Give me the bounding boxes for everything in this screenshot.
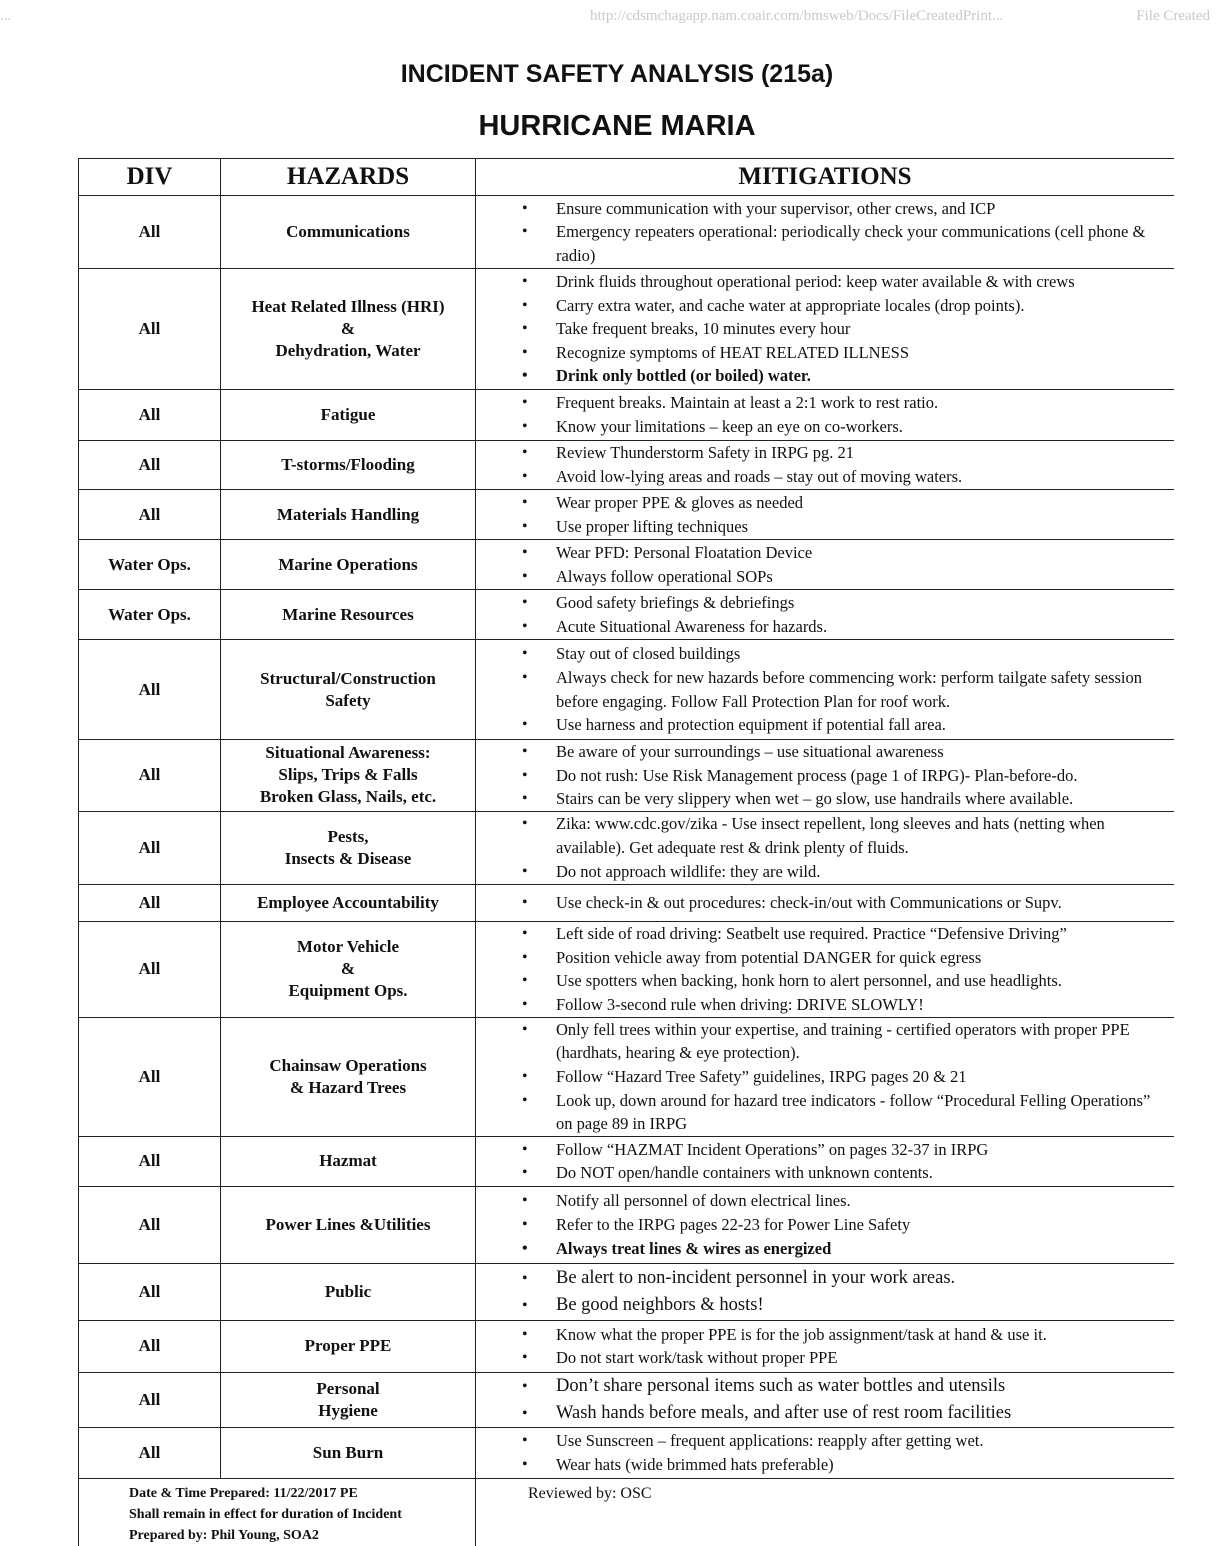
safety-analysis-table <box>78 158 1174 1546</box>
mitigations-cell <box>476 1136 1175 1186</box>
mitigations-cell <box>476 1186 1175 1263</box>
table-row <box>79 1427 1175 1478</box>
mitigation-list <box>476 541 1174 588</box>
hazard-cell <box>221 740 476 812</box>
mitigation-item: • Use check-in & out procedures: check-in/out with Communications or Supv. <box>476 891 1174 915</box>
hazard-cell <box>221 1372 476 1427</box>
mitigation-item: • Ensure communication with your supervisor, other crews, and ICP <box>476 197 1174 221</box>
hazard-line: Power Lines &Utilities <box>265 1214 431 1234</box>
mitigation-list <box>476 740 1174 811</box>
mitigations-cell <box>476 1372 1175 1427</box>
mitigation-item: • Use spotters when backing, honk horn to alert personnel, and use headlights. <box>476 969 1174 993</box>
mitigations-cell <box>476 1017 1175 1136</box>
mitigation-item: • Recognize symptoms of HEAT RELATED ILLNESS <box>476 341 1174 365</box>
hazard-line: Motor Vehicle <box>296 937 400 957</box>
mitigation-item: • Be alert to non-incident personnel in your work areas. <box>476 1265 1174 1292</box>
table-row <box>79 590 1175 640</box>
mitigation-item: • Know what the proper PPE is for the job assignment/task at hand & use it. <box>476 1323 1174 1347</box>
mitigation-item: • Do not rush: Use Risk Management process (page 1 of IRPG)- Plan-before-do. <box>476 764 1174 788</box>
mitigation-item: • Stairs can be very slippery when wet – go slow, use handrails where available. <box>476 787 1174 811</box>
document-subtitle: HURRICANE MARIA <box>478 110 756 142</box>
mitigation-item: • Take frequent breaks, 10 minutes every hour <box>476 317 1174 341</box>
div-cell: All <box>79 1186 221 1263</box>
table-row <box>79 884 1175 921</box>
table-row <box>79 540 1175 590</box>
div-cell: All <box>79 490 221 540</box>
mitigation-item: • Look up, down around for hazard tree indicators - follow “Procedural Felling Operations” on page 89 in IRPG <box>476 1089 1174 1136</box>
hazard-line: Hygiene <box>318 1400 378 1420</box>
duration-note: Shall remain in effect for duration of Incident <box>129 1506 402 1522</box>
mitigations-cell <box>476 540 1175 590</box>
hazard-line: Broken Glass, Nails, etc. <box>259 787 437 807</box>
div-cell: Water Ops. <box>79 540 221 590</box>
hazard-cell <box>221 1263 476 1320</box>
mitigation-item: • Refer to the IRPG pages 22-23 for Power Line Safety <box>476 1213 1174 1237</box>
mitigations-cell <box>476 1263 1175 1320</box>
hazard-line: Sun Burn <box>312 1442 384 1462</box>
div-cell: All <box>79 1372 221 1427</box>
mitigation-list <box>476 1265 1174 1319</box>
hazard-cell <box>221 269 476 390</box>
prepared-by: Prepared by: Phil Young, SOA2 <box>129 1527 319 1543</box>
mitigation-item: • Know your limitations – keep an eye on co-workers. <box>476 415 1174 439</box>
hazard-line: Public <box>324 1281 372 1301</box>
mitigation-item: • Be aware of your surroundings – use situational awareness <box>476 740 1174 764</box>
mitigation-list <box>476 922 1174 1016</box>
table-body <box>79 196 1175 1479</box>
div-cell: All <box>79 921 221 1017</box>
hazard-line: T-storms/Flooding <box>281 455 415 474</box>
hazard-cell <box>221 196 476 269</box>
mitigation-item: • Do NOT open/handle containers with unknown contents. <box>476 1161 1174 1185</box>
hazard-line: Situational Awareness: <box>265 743 431 763</box>
mitigation-item: • Stay out of closed buildings <box>476 642 1174 666</box>
footer-reviewed-cell <box>476 1478 1175 1546</box>
mitigation-list <box>476 642 1174 736</box>
hazard-cell <box>221 390 476 441</box>
mitigations-cell <box>476 1427 1175 1478</box>
mitigation-item: • Wear PFD: Personal Floatation Device <box>476 541 1174 565</box>
header-row <box>79 159 1175 196</box>
mitigation-list <box>476 491 1174 538</box>
mitigation-list <box>476 1323 1174 1370</box>
bleed-through-text-left: ... <box>0 8 12 24</box>
hazard-line: & <box>340 319 356 338</box>
div-cell: All <box>79 1136 221 1186</box>
hazard-cell <box>221 640 476 740</box>
hazard-line: Employee Accountability <box>257 892 439 912</box>
div-cell: All <box>79 740 221 812</box>
bleed-through-url: http://cdsmchagapp.nam.coair.com/bmsweb/Docs/FileCreatedPrint... <box>590 8 1004 24</box>
mitigation-item: • Frequent breaks. Maintain at least a 2:1 work to rest ratio. <box>476 391 1174 415</box>
mitigation-item: • Do not start work/task without proper PPE <box>476 1346 1174 1370</box>
hazard-line: Hazmat <box>319 1151 377 1171</box>
mitigation-item: • Follow “HAZMAT Incident Operations” on pages 32-37 in IRPG <box>476 1138 1174 1162</box>
hazard-line: Marine Operations <box>278 554 418 574</box>
hazard-line: Insects & Disease <box>284 848 412 868</box>
mitigations-cell <box>476 884 1175 921</box>
table-row <box>79 1017 1175 1136</box>
footer-row <box>79 1478 1175 1546</box>
div-cell: All <box>79 811 221 884</box>
mitigation-list <box>476 441 1174 488</box>
div-cell: All <box>79 269 221 390</box>
hazard-line: Heat Related Illness (HRI) <box>251 297 445 316</box>
mitigation-item: • Be good neighbors & hosts! <box>476 1292 1174 1319</box>
mitigation-item: • Use harness and protection equipment if potential fall area. <box>476 713 1174 737</box>
hazard-line: Communications <box>286 222 410 241</box>
hazard-line: Dehydration, Water <box>275 341 421 360</box>
mitigation-list <box>476 812 1174 883</box>
hazard-line: & <box>340 959 356 979</box>
mitigations-cell <box>476 1320 1175 1372</box>
mitigation-list <box>476 197 1174 268</box>
hazard-line: Proper PPE <box>304 1336 392 1356</box>
mitigation-item: • Carry extra water, and cache water at appropriate locales (drop points). <box>476 294 1174 318</box>
div-cell: All <box>79 1427 221 1478</box>
mitigations-cell <box>476 441 1175 490</box>
hazard-cell <box>221 921 476 1017</box>
hazard-line: Materials Handling <box>276 504 420 524</box>
mitigation-item: • Always treat lines & wires as energized <box>476 1237 1174 1261</box>
table-row <box>79 390 1175 441</box>
mitigation-list <box>476 1018 1174 1136</box>
hazard-cell <box>221 1320 476 1372</box>
hazard-cell <box>221 1186 476 1263</box>
hazard-cell <box>221 441 476 490</box>
mitigation-item: • Avoid low-lying areas and roads – stay out of moving waters. <box>476 465 1174 489</box>
prepared-date: Date & Time Prepared: 11/22/2017 PE <box>129 1485 358 1501</box>
div-cell: All <box>79 640 221 740</box>
table-row <box>79 640 1175 740</box>
bleed-through-text-right: File Created <box>1136 8 1210 24</box>
hazard-cell <box>221 1427 476 1478</box>
mitigations-cell <box>476 196 1175 269</box>
mitigation-item: • Only fell trees within your expertise, and training - certified operators with proper PPE (hardhats, hearing & eye protection). <box>476 1018 1174 1065</box>
mitigation-item: • Use proper lifting techniques <box>476 515 1174 539</box>
hazard-line: Fatigue <box>320 405 376 424</box>
hazard-line: Slips, Trips & Falls <box>278 765 418 785</box>
div-cell: All <box>79 196 221 269</box>
table-row <box>79 921 1175 1017</box>
mitigations-cell <box>476 640 1175 740</box>
mitigation-list <box>476 270 1174 388</box>
table-row <box>79 1320 1175 1372</box>
table-row <box>79 740 1175 812</box>
mitigation-item: • Follow “Hazard Tree Safety” guidelines, IRPG pages 20 & 21 <box>476 1065 1174 1089</box>
hazard-line: & Hazard Trees <box>289 1077 407 1097</box>
mitigation-item: • Always follow operational SOPs <box>476 565 1174 589</box>
mitigations-cell <box>476 390 1175 441</box>
hazard-line: Pests, <box>327 826 369 846</box>
mitigation-item: • Wash hands before meals, and after use of rest room facilities <box>476 1400 1174 1427</box>
mitigation-item: • Emergency repeaters operational: periodically check your communications (cell phone & radio) <box>476 220 1174 267</box>
hazard-line: Safety <box>325 690 371 710</box>
mitigations-cell <box>476 921 1175 1017</box>
mitigations-cell <box>476 269 1175 390</box>
hazard-line: Chainsaw Operations <box>269 1055 427 1075</box>
mitigation-list <box>476 1373 1174 1427</box>
document-title: INCIDENT SAFETY ANALYSIS (215a) <box>400 60 834 88</box>
mitigation-item: • Zika: www.cdc.gov/zika - Use insect repellent, long sleeves and hats (netting when available). Get adequate rest & drink plenty of fluids. <box>476 812 1174 859</box>
hazard-line: Equipment Ops. <box>288 981 408 1001</box>
div-cell: All <box>79 441 221 490</box>
mitigation-item: • Drink fluids throughout operational period: keep water available & with crews <box>476 270 1174 294</box>
mitigation-item: • Review Thunderstorm Safety in IRPG pg. 21 <box>476 441 1174 465</box>
mitigation-item: • Notify all personnel of down electrical lines. <box>476 1189 1174 1213</box>
mitigation-item: • Follow 3-second rule when driving: DRIVE SLOWLY! <box>476 993 1174 1017</box>
hazard-cell <box>221 540 476 590</box>
mitigation-item: • Use Sunscreen – frequent applications: reapply after getting wet. <box>476 1429 1174 1453</box>
table-row <box>79 1263 1175 1320</box>
hazard-line: Marine Resources <box>282 604 414 624</box>
column-header-mitigations: MITIGATIONS <box>476 159 1175 196</box>
table-row <box>79 269 1175 390</box>
hazard-cell <box>221 1017 476 1136</box>
footer-prepared-cell <box>79 1478 476 1546</box>
table-row <box>79 441 1175 490</box>
div-cell: All <box>79 1320 221 1372</box>
column-header-div: DIV <box>79 159 221 196</box>
hazard-cell <box>221 490 476 540</box>
table-row <box>79 1136 1175 1186</box>
div-cell: All <box>79 1017 221 1136</box>
mitigation-list <box>476 591 1174 638</box>
mitigation-item: • Good safety briefings & debriefings <box>476 591 1174 615</box>
mitigation-list <box>476 391 1174 438</box>
hazard-line: Personal <box>316 1378 380 1398</box>
table-row <box>79 490 1175 540</box>
mitigation-item: • Don’t share personal items such as water bottles and utensils <box>476 1373 1174 1400</box>
mitigation-list <box>476 1429 1174 1476</box>
mitigations-cell <box>476 490 1175 540</box>
hazard-cell <box>221 590 476 640</box>
mitigation-item: • Position vehicle away from potential DANGER for quick egress <box>476 946 1174 970</box>
div-cell: All <box>79 390 221 441</box>
hazard-cell <box>221 884 476 921</box>
mitigation-item: • Wear proper PPE & gloves as needed <box>476 491 1174 515</box>
div-cell: All <box>79 884 221 921</box>
mitigation-list <box>476 1189 1174 1260</box>
column-header-hazards: HAZARDS <box>221 159 476 196</box>
mitigation-item: • Wear hats (wide brimmed hats preferable) <box>476 1453 1174 1477</box>
hazard-cell <box>221 811 476 884</box>
table-row <box>79 1372 1175 1427</box>
hazard-line: Structural/Construction <box>260 668 436 688</box>
mitigations-cell <box>476 811 1175 884</box>
mitigation-item: • Acute Situational Awareness for hazards. <box>476 615 1174 639</box>
mitigation-item: • Do not approach wildlife: they are wild. <box>476 860 1174 884</box>
mitigation-list <box>476 891 1174 915</box>
mitigation-item: • Drink only bottled (or boiled) water. <box>476 364 1174 388</box>
mitigations-cell <box>476 590 1175 640</box>
div-cell: Water Ops. <box>79 590 221 640</box>
mitigations-cell <box>476 740 1175 812</box>
reviewed-by: Reviewed by: OSC <box>528 1484 652 1502</box>
hazard-cell <box>221 1136 476 1186</box>
table-row <box>79 196 1175 269</box>
mitigation-list <box>476 1138 1174 1185</box>
table-row <box>79 811 1175 884</box>
table-row <box>79 1186 1175 1263</box>
mitigation-item: • Left side of road driving: Seatbelt use required. Practice “Defensive Driving” <box>476 922 1174 946</box>
mitigation-item: • Always check for new hazards before commencing work: perform tailgate safety session before engaging. Follow Fall Protection Plan for roof work. <box>476 666 1174 713</box>
div-cell: All <box>79 1263 221 1320</box>
